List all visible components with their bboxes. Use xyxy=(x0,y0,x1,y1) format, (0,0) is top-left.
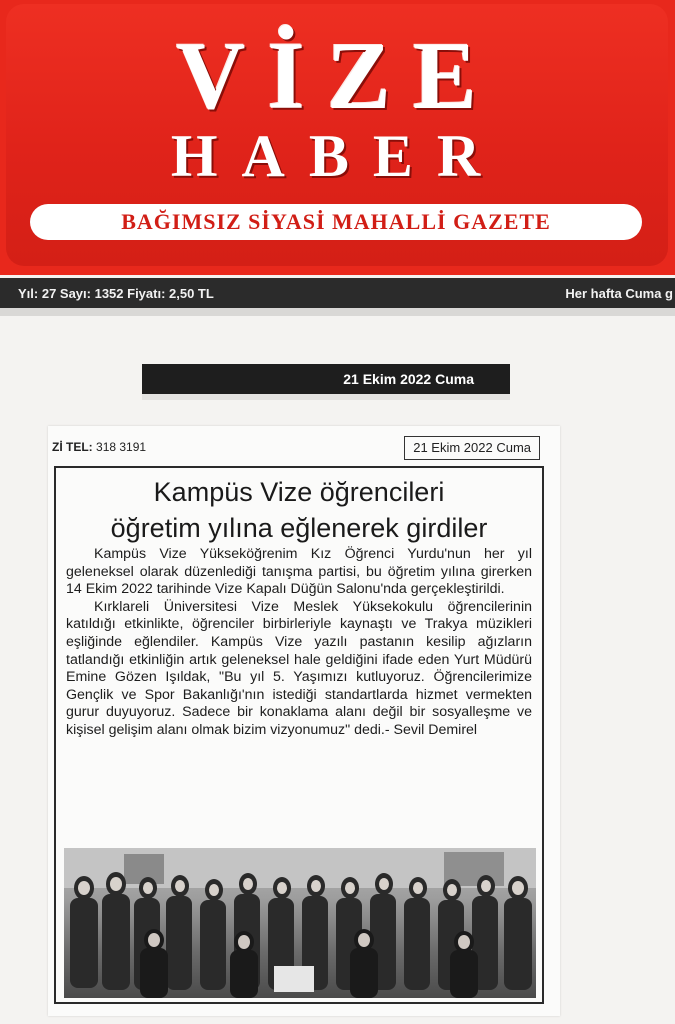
newspaper-subtitle: HABER xyxy=(170,123,505,189)
group-photo xyxy=(64,848,536,998)
date-strip-text: 21 Ekim 2022 Cuma xyxy=(343,371,474,387)
date-strip xyxy=(142,364,510,394)
article-body xyxy=(66,546,532,740)
phone-info xyxy=(52,440,146,454)
group-photo-illustration xyxy=(64,848,536,998)
clipping-date: 21 Ekim 2022 Cuma xyxy=(404,436,540,460)
date-strip-edge xyxy=(142,394,510,400)
tagline: BAĞIMSIZ SİYASİ MAHALLİ GAZETE xyxy=(121,209,551,234)
article-paragraph-1: Kampüs Vize Yükseköğrenim Kız Öğrenci Yurdu'nun her yıl geleneksel olarak düzenlediği tanışma partisi, bu öğretim yılına girerken 14 Ekim 2022 tarihinde Vize Kapalı Düğün Salonu'nda gerçekleştirildi. xyxy=(66,546,532,598)
issue-info-bar xyxy=(0,278,675,308)
article-paragraph-2: Kırklareli Üniversitesi Vize Meslek Yüksekokulu öğrencilerinin katıldığı etkinlikte, öğrenciler birbirleriyle kaynaştı ve Trakya müzikleri eşliğinde eğlendiler. Kampüs Vize yazılı pastanın kesilip ağızların tatlandığı etkinliğin artık geleneksel hale geldiğini ifade eden Yurt Müdürü Emine Gözen Işıldak, "Bu yıl 5. Yaşımızı kutluyoruz. Öğrencilerimize Gençlik ve Spor Bakanlığı'nın istediği standartlarda hizmet vermekten gurur duyuyoruz. Sadece bir konaklama alanı değil bir sosyalleşme ve kişisel gelişim alanı olmak bizim vizyonumuz" dedi.- Sevil Demirel xyxy=(66,598,532,738)
paper-edge xyxy=(0,308,675,316)
article-box xyxy=(54,466,544,1004)
issue-info: Yıl: 27 Sayı: 1352 Fiyatı: 2,50 TL xyxy=(18,285,214,301)
article-clipping xyxy=(48,426,560,1016)
publication-frequency: Her hafta Cuma g xyxy=(565,285,673,301)
tagline-banner xyxy=(30,204,642,240)
headline-line-1: Kampüs Vize öğrencileri xyxy=(153,477,445,507)
masthead xyxy=(0,0,675,275)
phone-label: Zİ TEL: xyxy=(52,440,93,454)
phone-number: 318 3191 xyxy=(96,440,147,454)
newspaper-title: VİZE xyxy=(176,22,499,129)
clipping-header xyxy=(52,436,556,458)
headline-line-2: öğretim yılına eğlenerek girdiler xyxy=(110,513,488,543)
article-headline xyxy=(56,474,542,546)
